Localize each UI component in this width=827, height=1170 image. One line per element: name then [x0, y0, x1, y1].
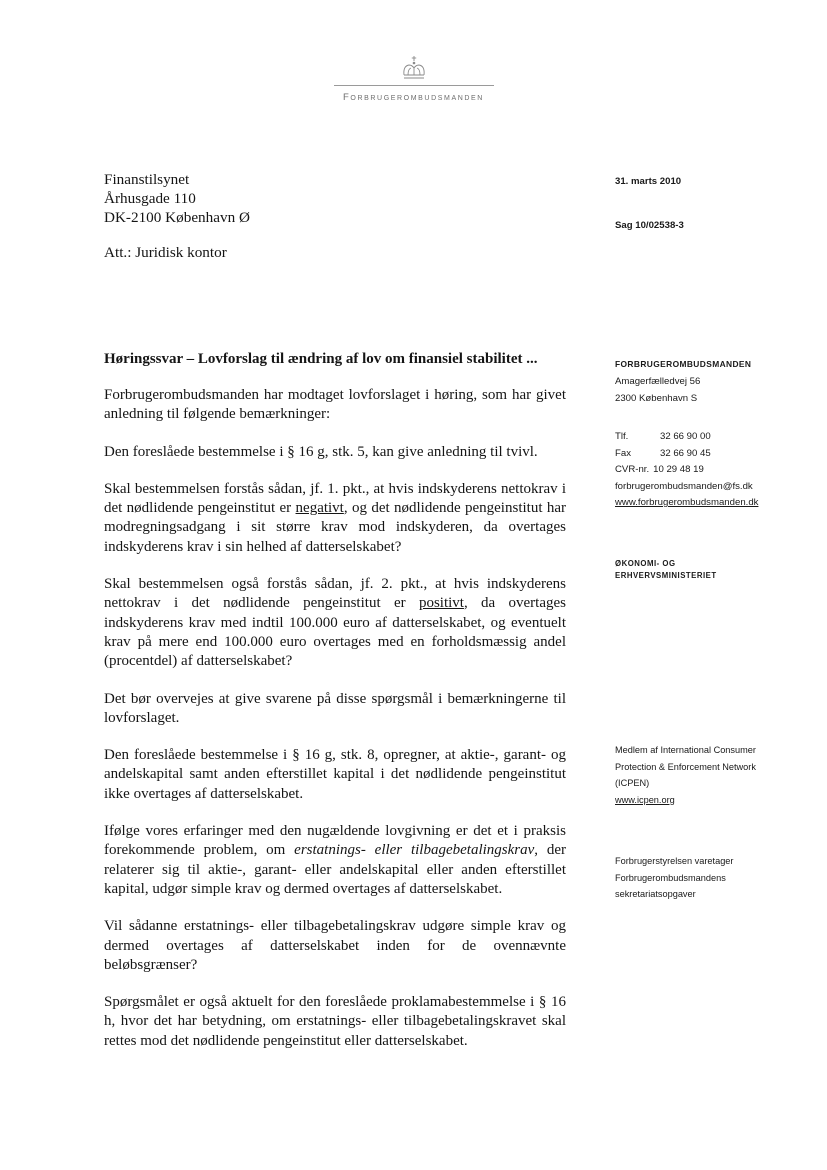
icpen-link[interactable]: www.icpen.org: [615, 794, 675, 805]
website-link[interactable]: www.forbrugerombudsmanden.dk: [615, 497, 759, 508]
body-paragraph: Det bør overvejes at give svarene på disse spørgsmål i bemærkningerne til lovforslaget.: [104, 690, 566, 726]
email-link[interactable]: forbrugerombudsmanden@fs.dk: [615, 480, 753, 492]
italic-term: erstatnings- eller tilbagebetalingskrav: [294, 842, 535, 859]
phone-row: Tlf. 32 66 90 00: [615, 431, 711, 442]
recipient-name: Finanstilsynet: [104, 171, 190, 188]
sidebar-membership: Medlem af International Consumer Protection & Enforcement Network (ICPEN) www.icpen.org: [615, 742, 756, 808]
recipient-city: DK-2100 København Ø: [104, 209, 250, 226]
sidebar-address: [615, 374, 700, 407]
recipient-address: [104, 170, 250, 227]
attention-line: Att.: Juridisk kontor: [104, 244, 227, 261]
logo-rule: [334, 85, 494, 86]
sidebar-contact: [615, 429, 758, 512]
sidebar-ministry: ØKONOMI- OG ERHVERVSMINISTERIET: [615, 559, 717, 580]
sidebar-org-name: FORBRUGEROMBUDSMANDEN: [615, 359, 752, 369]
fax-row: Fax 32 66 90 45: [615, 447, 711, 459]
body-paragraph: Den foreslåede bestemmelse i § 16 g, stk. 8, opregner, at aktie-, garant- og andelskapital samt anden efterstillet kapital i det nødlidende pengeinstitut ikke overtages af datterselskabet.: [104, 747, 566, 802]
letter-subject: Høringssvar – Lovforslag til ændring af lov om finansiel stabilitet ...: [104, 351, 538, 367]
case-reference: Sag 10/02538-3: [615, 220, 684, 231]
body-paragraph: Spørgsmålet er også aktuelt for den foreslåede proklamabestemmelse i § 16 h, hvor det har betydning, om erstatnings- eller tilbagebetalingskravet skal rettes mod det nødlidende pengeinstitut eller datterselskabet.: [104, 994, 566, 1049]
body-paragraph: Ifølge vores erfaringer med den nugældende lovgivning er det et i praksis forekommende problem, om erstatnings- eller tilbagebetalingskrav, der relaterer sig til aktie-, garant- eller andelskapital eller anden efterstillet kapital, udgør simple krav og dermed overtages af datterselskabet.: [104, 823, 567, 897]
crown-icon: [399, 55, 429, 83]
body-paragraph: Forbrugerombudsmanden har modtaget lovforslaget i høring, som har givet anledning til følgende bemærkninger:: [104, 387, 566, 423]
sidebar-city: 2300 København S: [615, 392, 698, 404]
sidebar-street: Amagerfælledvej 56: [615, 376, 701, 387]
body-paragraph: Den foreslåede bestemmelse i § 16 g, stk. 5, kan give anledning til tvivl.: [104, 443, 538, 460]
body-paragraph: Skal bestemmelsen forstås sådan, jf. 1. pkt., at hvis indskyderens nettokrav i det nødlidende pengeinstitut er negativt, og det nødlidende pengeinstitut har modregningsadgang i sit større krav mod indskyderen, da overtages indskyderens krav i sin helhed af datterselskabet?: [104, 480, 566, 555]
letterhead-logo: [0, 55, 827, 103]
body-paragraph: Skal bestemmelsen også forstås sådan, jf. 2. pkt., at hvis indskyderens nettokrav i det nødlidende pengeinstitut er positivt, da overtages indskyderens krav med indtil 100.000 euro af datterselskabet, og eventuelt krav på mere end 100.000 euro overtages med en forholdsmæssig andel (procentdel) af datterselskabet?: [104, 576, 566, 670]
recipient-street: Århusgade 110: [104, 190, 196, 207]
underlined-term: negativt: [295, 500, 344, 517]
logo-wordmark: Forbrugerombudsmanden: [343, 92, 484, 103]
letter-date: 31. marts 2010: [615, 176, 682, 187]
sidebar-secretariat-note: Forbrugerstyrelsen varetager Forbrugerombudsmandens sekretariatsopgaver: [615, 856, 734, 899]
letter-body: [104, 386, 566, 1069]
cvr-row: CVR-nr. 10 29 48 19: [615, 464, 704, 475]
body-paragraph: Vil sådanne erstatnings- eller tilbagebetalingskrav udgøre simple krav og dermed overtages af datterselskabet inden for de ovennævnte beløbsgrænser?: [104, 918, 566, 973]
underlined-term: positivt: [418, 595, 464, 612]
